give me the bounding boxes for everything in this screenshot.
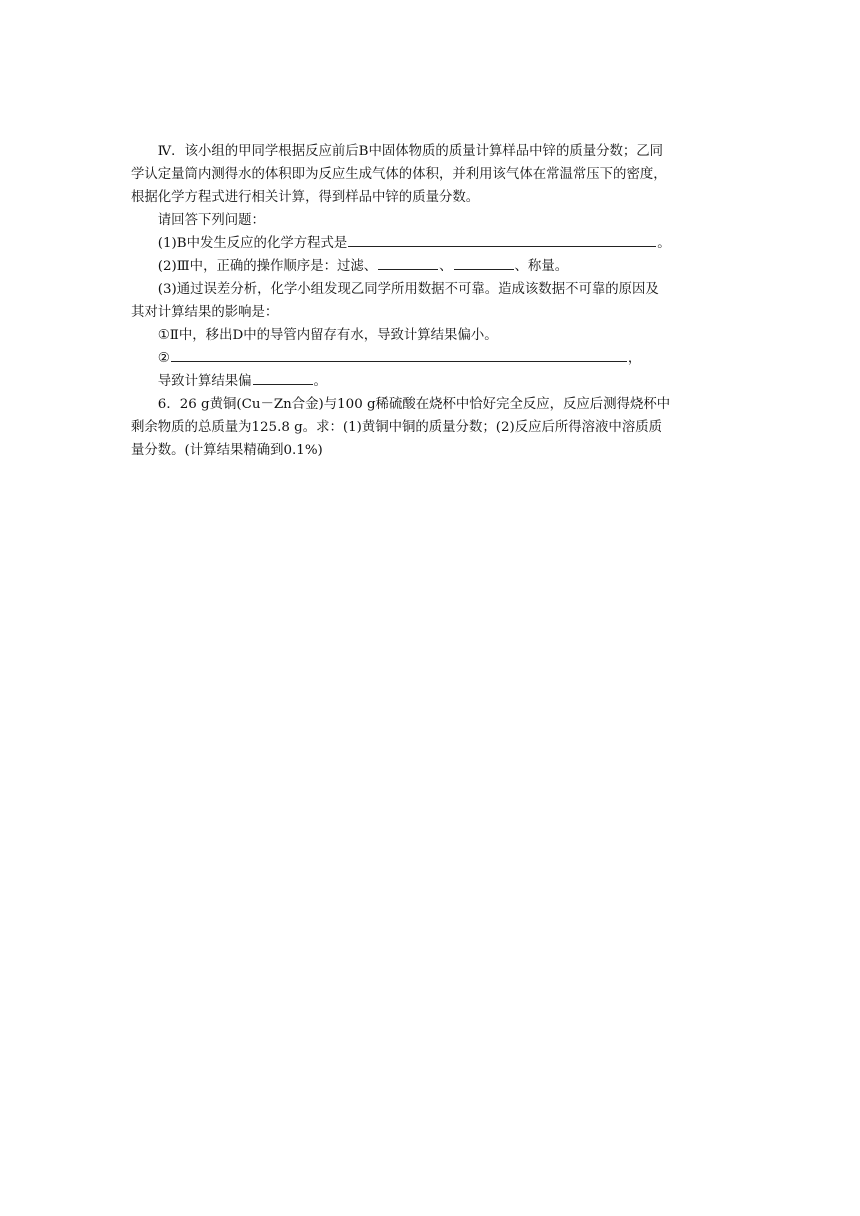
question-3-item-2-line-2-blank[interactable]	[253, 370, 313, 385]
question-1-text: (1)B中发生反应的化学方程式是	[157, 236, 348, 251]
question-3-item-2-comma: ，	[627, 351, 642, 366]
question-1-end: 。	[657, 236, 671, 251]
question-6-line-3: 量分数。(计算结果精确到0.1%)	[131, 443, 323, 458]
question-3-line-2: 其对计算结果的影响是：	[131, 305, 279, 320]
question-3-item-2-line-2-end: 。	[313, 374, 327, 389]
question-1-answer-blank[interactable]	[348, 232, 656, 247]
question-3-item-2-line-2	[131, 370, 731, 393]
question-3-item-2	[131, 347, 731, 370]
question-3-item-2-line-2-text: 导致计算结果偏	[157, 374, 252, 389]
document-body	[131, 140, 731, 462]
question-3-line-1: (3)通过误差分析，化学小组发现乙同学所用数据不可靠。造成该数据不可靠的原因及	[157, 282, 659, 297]
question-2-blank-1[interactable]	[378, 255, 438, 270]
question-6-line-1: 6．26 g黄铜(Cu－Zn合金)与100 g稀硫酸在烧杯中恰好完全反应，反应后测得烧杯中	[157, 397, 671, 412]
questions-prompt: 请回答下列问题：	[157, 213, 265, 228]
question-6-line-2: 剩余物质的总质量为125.8 g。求：(1)黄铜中铜的质量分数；(2)反应后所得溶液中溶质质	[131, 420, 662, 435]
section-iv-line-2: 学认定量筒内测得水的体积即为反应生成气体的体积，并利用该气体在常温常压下的密度，	[131, 167, 667, 182]
question-1	[131, 232, 731, 255]
question-3-item-2-marker: ②	[157, 351, 170, 366]
question-3-item-1: ①Ⅱ中，移出D中的导管内留存有水，导致计算结果偏小。	[157, 328, 498, 343]
section-iv-line-1: Ⅳ．该小组的甲同学根据反应前后B中固体物质的质量计算样品中锌的质量分数；乙同	[157, 144, 664, 159]
section-iv-line-3: 根据化学方程式进行相关计算，得到样品中锌的质量分数。	[131, 190, 480, 205]
question-2-blank-2[interactable]	[454, 255, 514, 270]
question-2-text: (2)Ⅲ中，正确的操作顺序是：过滤、	[157, 259, 378, 274]
question-3-item-2-blank[interactable]	[171, 347, 627, 362]
question-2-sep-1: 、	[439, 259, 453, 274]
question-2	[131, 255, 731, 278]
question-2-end: 、称量。	[514, 259, 569, 274]
